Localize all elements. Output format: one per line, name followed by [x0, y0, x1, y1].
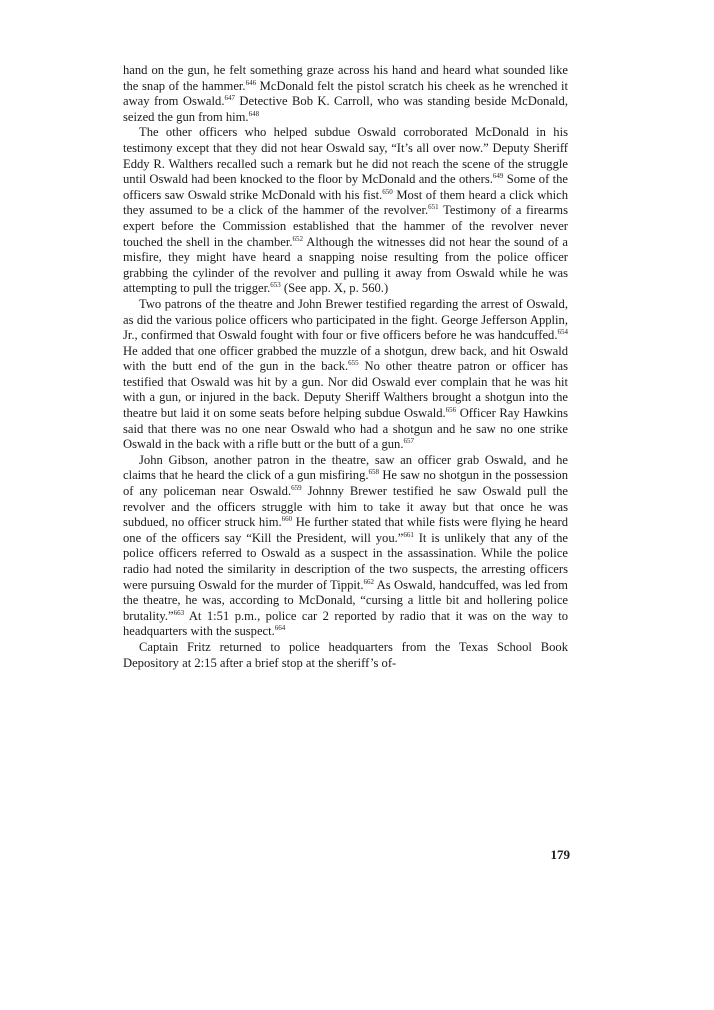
paragraph — [123, 453, 568, 640]
text-run: Some of the officers saw Oswald strike McDonald with his fist. — [123, 172, 568, 202]
text-run: Although the witnesses did not hear the sound of a misfire, they might have heard a snapping noise resulting from the police officer grabbing the cylinder of the revolver and pulling it away from Oswald while he was attempting to pull the trigger. — [123, 234, 568, 296]
text-run: He saw no shotgun in the possession of any policeman near Oswald. — [123, 468, 568, 499]
text-run: Officer Ray Hawkins said that there was no one near Oswald who had a shotgun and he saw no one strike Oswald in the back with a rifle butt or the butt of a gun. — [123, 406, 568, 452]
text-run: He further stated that while fists were flying he heard one of the officers say “Kill the President, will you.” — [123, 515, 568, 545]
text-run: At 1:51 p.m., police car 2 reported by radio that it was on the way to headquarters with the suspect. — [123, 608, 568, 639]
page-number: 179 — [550, 847, 570, 862]
text-run: Captain Fritz returned to police headquarters from the Texas School Book Depository at 2:15 after a brief stop at the sheriff’s of- — [123, 639, 568, 670]
text-run: Detective Bob K. Carroll, who was standing beside McDonald, seized the gun from him. — [123, 94, 568, 124]
text-run: Johnny Brewer testified he saw Oswald pull the revolver and the officers struggle with him to take it away but that once he was subdued, no officer struck him. — [123, 484, 568, 530]
text-run: Two patrons of the theatre and John Brewer testified regarding the arrest of Oswald, as did the various police officers who participated in the fight. George Jefferson Applin, Jr., confirmed that Oswald fought with four or five officers before he was handcuffed. — [123, 296, 568, 343]
footnote-ref: 663 — [173, 608, 185, 617]
text-run: Testimony of a firearms expert before the Commission established that the hammer of the revolver never touched the shell in the chamber. — [123, 203, 568, 249]
footnote-ref: 648 — [248, 109, 260, 118]
text-run: As Oswald, handcuffed, was led from the theatre, he was, according to McDonald, “cursing a little bit and hollering police brutality.” — [123, 577, 568, 623]
paragraph — [123, 640, 568, 671]
footnote-ref: 649 — [492, 172, 504, 181]
text-run: Most of them heard a click which they assumed to be a click of the hammer of the revolver. — [123, 187, 568, 218]
footnote-ref: 647 — [224, 94, 235, 103]
text-run: No other theatre patron or officer has testified that Oswald was hit by a gun. Nor did Oswald ever complain that he was hit with a gun, or injured in the back. Deputy Sheriff Walthers brought a shotgun into the theatre but laid it on some seats before helping subdue Oswald. — [123, 359, 568, 421]
footnote-ref: 658 — [368, 468, 380, 477]
footnote-ref: 659 — [291, 484, 302, 493]
footnote-ref: 646 — [245, 78, 257, 87]
footnote-ref: 660 — [281, 515, 293, 524]
text-run: The other officers who helped subdue Oswald corroborated McDonald in his testimony except that they did not hear Oswald say, “It’s all over now.” Deputy Sheriff Eddy R. Walthers recalled such a remark but he did not reach the scene of the struggle until Oswald had been knocked to the floor by McDonald and the others. — [123, 125, 568, 187]
footnote-ref: 662 — [363, 577, 375, 586]
footnote-ref: 655 — [348, 359, 359, 368]
footnote-ref: 654 — [557, 328, 568, 337]
footnote-ref: 661 — [403, 530, 414, 539]
body-text — [123, 63, 568, 671]
text-run: hand on the gun, he felt something graze across his hand and heard what sounded like the snap of the hammer. — [123, 63, 568, 93]
footnote-ref: 656 — [445, 406, 457, 415]
footnote-ref: 651 — [428, 203, 439, 212]
footnote-ref: 664 — [274, 624, 286, 633]
footnote-ref: 652 — [292, 234, 304, 243]
text-run: It is unlikely that any of the police officers referred to Oswald as a suspect in the assassination. While the police radio had noted the similarity in description of the two suspects, the arresting officers were pursuing Oswald for the murder of Tippit. — [123, 530, 568, 592]
text-run: John Gibson, another patron in the theatre, saw an officer grab Oswald, and he claims that he heard the click of a gun misfiring. — [123, 452, 568, 483]
footnote-ref: 650 — [382, 187, 393, 196]
paragraph — [123, 297, 568, 453]
paragraph — [123, 63, 568, 125]
text-run: (See app. X, p. 560.) — [280, 281, 389, 296]
footnote-ref: 657 — [403, 437, 414, 446]
paragraph — [123, 125, 568, 297]
footnote-ref: 653 — [270, 281, 281, 290]
text-run: McDonald felt the pistol scratch his cheek as he wrenched it away from Oswald. — [123, 78, 568, 109]
text-run: He added that one officer grabbed the muzzle of a shotgun, drew back, and hit Oswald with the butt end of the gun in the back. — [123, 343, 568, 374]
